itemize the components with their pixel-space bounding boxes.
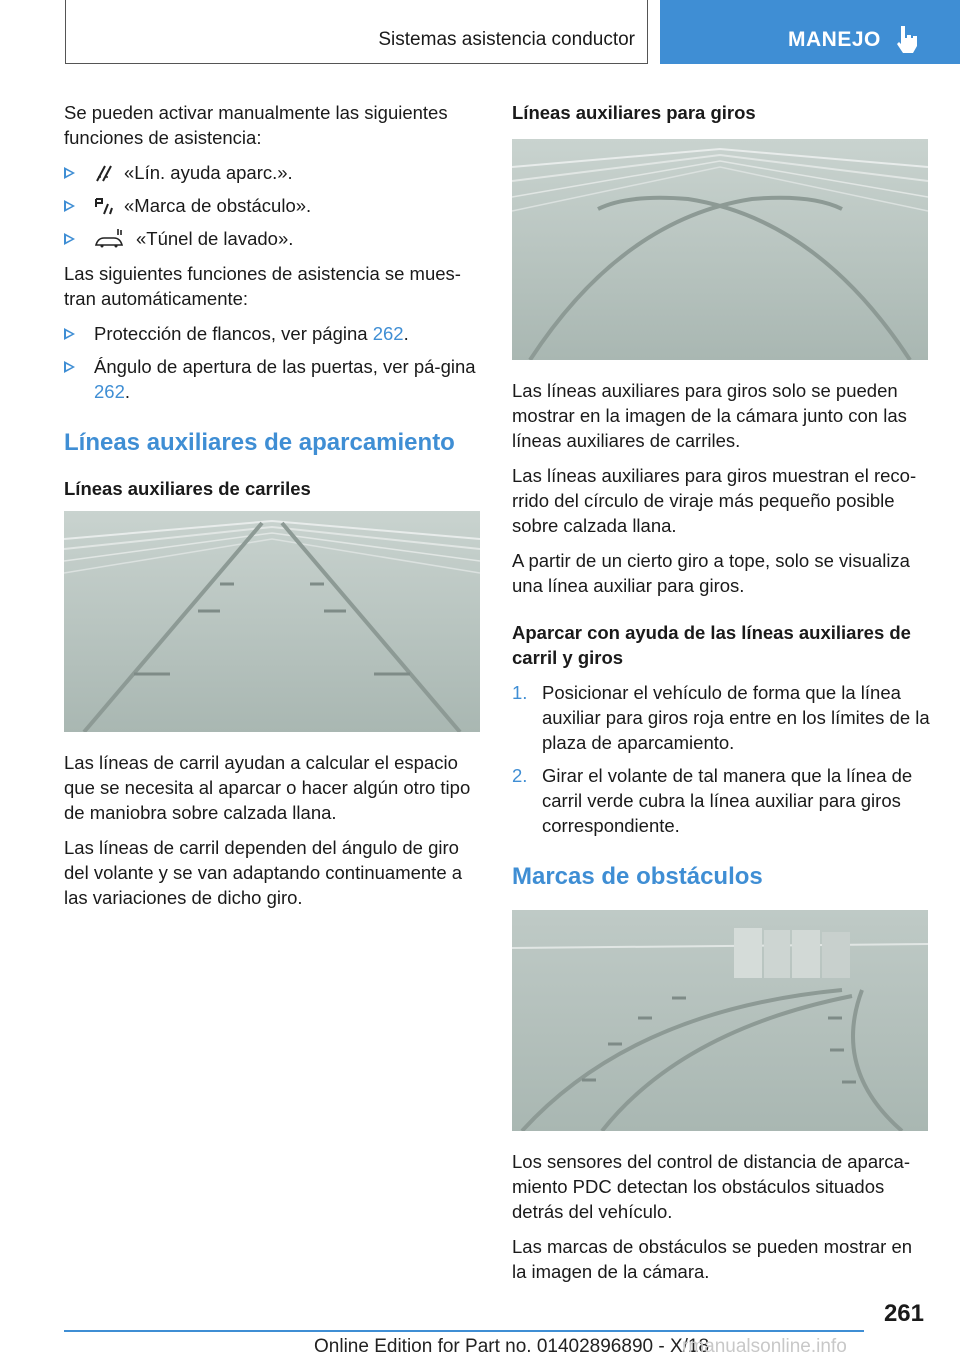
section-heading-obstacle-marks: Marcas de obstáculos: [512, 863, 763, 890]
list-item: [64, 321, 482, 346]
pointing-hand-icon: [894, 24, 920, 54]
step-text: Posicionar el vehículo de forma que la línea auxiliar para giros roja entre en los límites de la plaza de aparcamiento.: [542, 682, 930, 753]
step-number: 1.: [512, 682, 528, 703]
parking-lines-icon: [94, 163, 114, 183]
lane-lines-figure: [64, 511, 480, 732]
footer-edition-text: Online Edition for Part no. 01402896890 - X/18: [314, 1336, 710, 1357]
car-wash-icon: [94, 227, 126, 249]
auto-item-text: Ángulo de apertura de las puertas, ver pá‐gina: [94, 356, 476, 377]
header-tab-label: MANEJO: [788, 28, 881, 51]
triangle-bullet-icon: [64, 361, 75, 373]
list-item: [512, 680, 930, 755]
triangle-bullet-icon: [64, 328, 75, 340]
obstacle-paragraph: Las marcas de obstáculos se pueden mostrar en la imagen de la cámara.: [512, 1236, 913, 1282]
section-heading-parking-lines: Líneas auxiliares de aparcamiento: [64, 429, 455, 456]
auto-item-end: .: [403, 323, 409, 344]
triangle-bullet-icon: [64, 233, 75, 245]
footer-divider: [64, 1330, 864, 1332]
turning-lines-figure: [512, 139, 928, 360]
obstacle-paragraph: Los sensores del control de distancia de aparca‐miento PDC detectan los obstáculos situados detrás del vehículo.: [512, 1151, 910, 1222]
lane-lines-paragraph: Las líneas de carril dependen del ángulo de giro del volante y se van adaptando continuamente a las variaciones de dicho giro.: [64, 837, 463, 908]
list-item: [512, 763, 930, 838]
obstacle-marks-figure: [512, 910, 928, 1131]
manual-functions-list: [64, 160, 482, 251]
subheading-parking-with-lines: Aparcar con ayuda de las líneas auxiliares de carril y giros: [512, 622, 911, 668]
header-chapter-tab: [660, 0, 960, 64]
triangle-bullet-icon: [64, 200, 75, 212]
manual-item-label: «Marca de obstáculo».: [124, 195, 312, 216]
manual-functions-intro: Se pueden activar manualmente las siguientes funciones de asistencia:: [64, 102, 448, 148]
page-link[interactable]: 262: [372, 323, 404, 344]
auto-functions-list: [64, 321, 482, 404]
auto-item-end: .: [124, 381, 131, 402]
left-column: [64, 100, 482, 920]
list-item: [64, 193, 482, 218]
turning-lines-paragraph: Las líneas auxiliares para giros muestran el reco‐rrido del círculo de viraje más pequeño posible sobre calzada llana.: [512, 465, 917, 536]
list-item: [64, 160, 482, 185]
lane-lines-paragraph: Las líneas de carril ayudan a calcular el espacio que se necesita al aparcar o hacer algún otro tipo de maniobra sobre calzada llana.: [64, 752, 471, 823]
watermark-text: rmanualsonline.info: [682, 1336, 847, 1357]
auto-functions-intro: Las siguientes funciones de asistencia se mues‐tran automáticamente:: [64, 263, 461, 309]
triangle-bullet-icon: [64, 167, 75, 179]
manual-item-label: «Túnel de lavado».: [136, 228, 294, 249]
auto-item-text: Protección de flancos, ver página: [94, 323, 373, 344]
parking-steps-list: [512, 680, 930, 838]
right-column: [512, 100, 930, 1294]
list-item: [64, 354, 482, 404]
page-link[interactable]: 262: [94, 381, 125, 402]
subheading-turning-lines: Líneas auxiliares para giros: [512, 102, 756, 123]
header-section-title: Sistemas asistencia conductor: [378, 29, 635, 50]
step-text: Girar el volante de tal manera que la línea de carril verde cubra la línea auxiliar para giros correspondiente.: [542, 765, 913, 836]
obstacle-marking-icon: [94, 196, 114, 216]
turning-lines-paragraph: A partir de un cierto giro a tope, solo se visualiza una línea auxiliar para giros.: [512, 550, 910, 596]
list-item: [64, 226, 482, 251]
turning-lines-paragraph: Las líneas auxiliares para giros solo se pueden mostrar en la imagen de la cámara junto con las líneas auxiliares de carriles.: [512, 380, 907, 451]
page-number: 261: [883, 1300, 924, 1327]
header-section-box: [65, 0, 648, 64]
step-number: 2.: [512, 765, 528, 786]
subheading-lane-lines: Líneas auxiliares de carriles: [64, 478, 311, 499]
manual-item-label: «Lín. ayuda aparc.».: [124, 162, 293, 183]
